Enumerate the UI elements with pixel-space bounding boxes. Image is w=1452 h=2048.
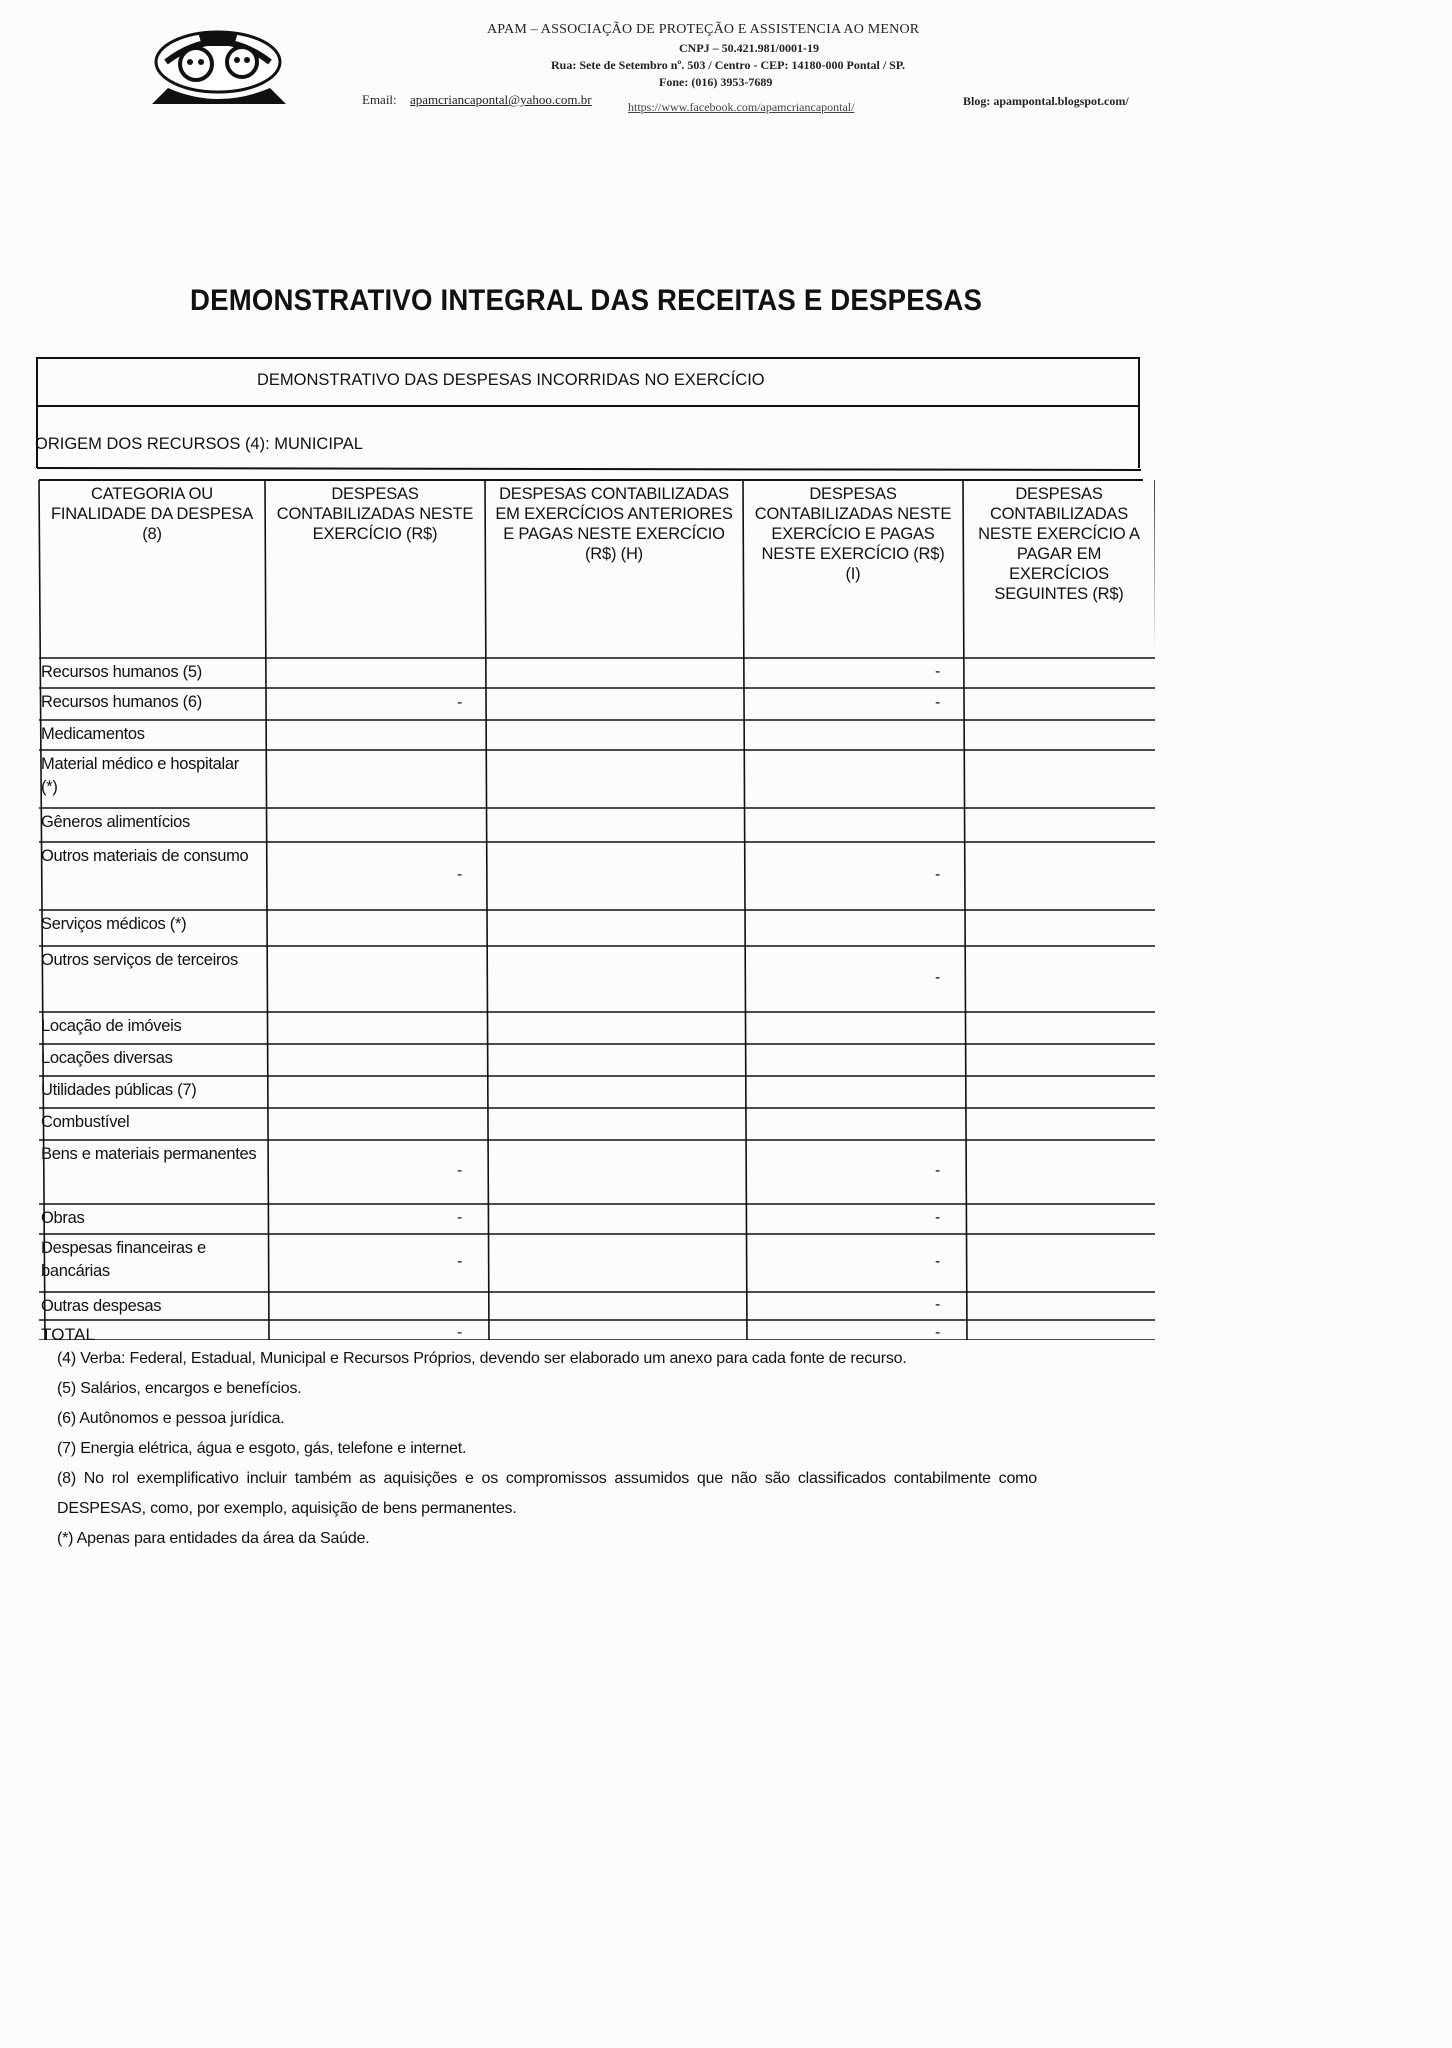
row-label: [41, 691, 202, 714]
value-cell: -: [935, 1296, 941, 1313]
row-label-line: (*): [41, 778, 58, 796]
header-previous-years-paid: [485, 484, 743, 564]
header-line: SEGUINTES (R$): [994, 585, 1124, 603]
origin-of-resources: ORIGEM DOS RECURSOS (4): MUNICIPAL: [35, 435, 363, 453]
header-line: (R$) (H): [585, 545, 643, 563]
cnpj: CNPJ – 50.421.981/0001-19: [679, 41, 819, 55]
value-cell: -: [935, 1162, 941, 1179]
header-line: DESPESAS: [331, 485, 419, 503]
header-line: E PAGAS NESTE EXERCÍCIO: [503, 525, 725, 543]
row-label-line: Bens e materiais permanentes: [41, 1145, 257, 1163]
phone: Fone: (016) 3953-7689: [659, 75, 773, 89]
header-line: DESPESAS: [809, 485, 897, 503]
row-label-line: Combustível: [41, 1113, 130, 1131]
header-booked-and-paid: [743, 484, 963, 584]
header-line: DESPESAS: [1015, 485, 1103, 503]
row-label: [41, 949, 238, 972]
footnote-5: (5) Salários, encargos e benefícios.: [57, 1380, 302, 1397]
row-label: [41, 1207, 84, 1230]
header-line: CONTABILIZADAS NESTE: [754, 505, 952, 523]
facebook-link[interactable]: https://www.facebook.com/apamcriancapontal/: [628, 100, 855, 114]
value-cell: -: [457, 866, 463, 883]
row-label-line: Recursos humanos (5): [41, 663, 202, 681]
row-label-line: Outras despesas: [41, 1297, 162, 1315]
email-label: Email:: [362, 92, 397, 107]
row-label-line: Obras: [41, 1209, 85, 1227]
value-cell: -: [935, 969, 941, 986]
footnote-8: (8) No rol exemplificativo incluir também as aquisições e os compromissos assumidos que não são classificados contabilmente como DESPESAS, como, por exemplo, aquisição de bens permanentes.: [57, 1470, 1037, 1517]
header-line: EM EXERCÍCIOS ANTERIORES: [495, 505, 733, 523]
row-label: [41, 1295, 161, 1318]
row-label-line: Despesas financeiras e: [41, 1239, 206, 1257]
email-link[interactable]: apamcriancapontal@yahoo.com.br: [410, 92, 592, 107]
row-label-line: bancárias: [41, 1262, 110, 1280]
header-line: (I): [845, 565, 861, 583]
row-label-line: Gêneros alimentícios: [41, 813, 190, 831]
row-label: [41, 845, 248, 868]
row-label: [41, 1237, 206, 1283]
value-cell: -: [457, 1209, 463, 1226]
header-line: NESTE EXERCÍCIO (R$): [761, 545, 945, 563]
header-line: EXERCÍCIOS: [1009, 565, 1109, 583]
row-label: [41, 723, 145, 746]
header-line: EXERCÍCIO E PAGAS: [771, 525, 935, 543]
row-label-line: Utilidades públicas (7): [41, 1081, 197, 1099]
header-line: DESPESAS CONTABILIZADAS: [499, 485, 729, 503]
value-cell: -: [457, 1162, 463, 1179]
value-cell: -: [935, 694, 941, 711]
header-booked-this-year: [265, 484, 485, 544]
header-category: [39, 484, 265, 544]
header-line: FINALIDADE DA DESPESA: [50, 505, 254, 523]
value-cell: -: [935, 663, 941, 680]
footnote-6: (6) Autônomos e pessoa jurídica.: [57, 1410, 285, 1427]
header-line: CONTABILIZADAS NESTE: [276, 505, 474, 523]
header-line: CATEGORIA OU: [91, 485, 213, 503]
row-label: [41, 811, 190, 834]
expense-table: [35, 356, 1155, 1344]
row-label: [41, 661, 202, 684]
header-line: EXERCÍCIO (R$): [312, 525, 438, 543]
row-label: [41, 1143, 256, 1166]
value-cell: -: [457, 694, 463, 711]
row-label: [41, 1111, 129, 1134]
value-cell: -: [457, 1324, 463, 1341]
row-label-line: Recursos humanos (6): [41, 693, 202, 711]
row-label-line: Medicamentos: [41, 725, 145, 743]
row-label: [41, 753, 239, 799]
row-label-line: Outros materiais de consumo: [41, 847, 249, 865]
footnote-health: (*) Apenas para entidades da área da Saúde.: [57, 1530, 370, 1547]
total-row-label: [41, 1323, 95, 1346]
value-cell: -: [935, 1324, 941, 1341]
row-label-line: TOTAL: [41, 1325, 96, 1344]
row-label: [41, 1079, 196, 1102]
row-label-line: Outros serviços de terceiros: [41, 951, 239, 969]
blog-link[interactable]: Blog: apampontal.blogspot.com/: [963, 94, 1129, 108]
value-cell: -: [935, 866, 941, 883]
row-label-line: Locações diversas: [41, 1049, 173, 1067]
footnote-7: (7) Energia elétrica, água e esgoto, gás, telefone e internet.: [57, 1440, 467, 1457]
header-line: PAGAR EM: [1016, 545, 1102, 563]
document-title: DEMONSTRATIVO INTEGRAL DAS RECEITAS E DESPESAS: [190, 284, 983, 317]
letterhead: [0, 0, 1452, 130]
row-label-line: Serviços médicos (*): [41, 915, 187, 933]
row-label: [41, 1047, 173, 1070]
header-line: CONTABILIZADAS: [989, 505, 1129, 523]
apam-logo-icon: [138, 22, 298, 112]
row-label: [41, 1015, 181, 1038]
address: Rua: Sete de Setembro nº. 503 / Centro - CEP: 14180-000 Pontal / SP.: [551, 58, 906, 72]
header-line: (8): [142, 525, 162, 543]
row-label-line: Material médico e hospitalar: [41, 755, 239, 773]
footnotes: [57, 1344, 1037, 1554]
value-cell: -: [935, 1253, 941, 1270]
header-to-pay-following-years: [963, 484, 1155, 604]
table-title: DEMONSTRATIVO DAS DESPESAS INCORRIDAS NO EXERCÍCIO: [257, 371, 765, 389]
header-line: NESTE EXERCÍCIO A: [978, 525, 1140, 543]
organization-name: APAM – ASSOCIAÇÃO DE PROTEÇÃO E ASSISTENCIA AO MENOR: [487, 22, 920, 37]
value-cell: -: [935, 1209, 941, 1226]
row-label-line: Locação de imóveis: [41, 1017, 182, 1035]
row-label: [41, 913, 186, 936]
footnote-4: (4) Verba: Federal, Estadual, Municipal e Recursos Próprios, devendo ser elaborado um anexo para cada fonte de recurso.: [57, 1350, 907, 1367]
value-cell: -: [457, 1253, 463, 1270]
